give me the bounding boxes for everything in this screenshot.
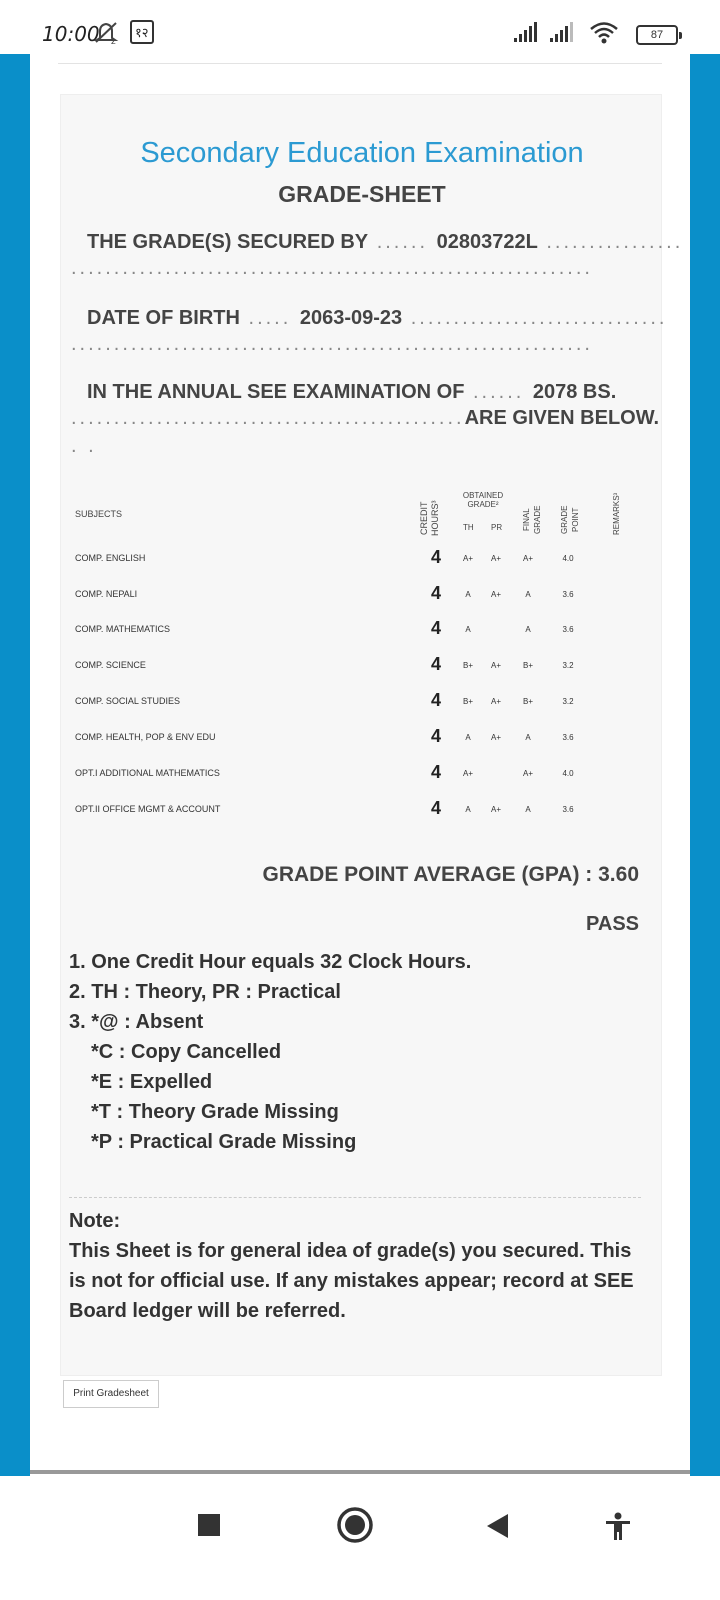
accessibility-icon[interactable] <box>604 1512 632 1547</box>
credit-hours: 4 <box>431 654 442 674</box>
grade-pr: A+ <box>490 554 501 563</box>
header-obtained: OBTAINED GRADE² <box>462 491 504 509</box>
sheet-title: GRADE-SHEET <box>278 181 446 207</box>
legend <box>69 947 471 1157</box>
grade-th: A <box>465 805 471 814</box>
grade-pr: A+ <box>490 661 501 670</box>
notifications-muted-icon <box>92 20 122 51</box>
grade-point: 3.6 <box>562 590 574 599</box>
credit-hours: 4 <box>431 583 442 603</box>
grade-th: A <box>465 590 471 599</box>
gpa: GRADE POINT AVERAGE (GPA) : 3.60 <box>262 863 639 886</box>
svg-text:z: z <box>111 37 116 47</box>
legend-item: *C : Copy Cancelled <box>91 1041 282 1063</box>
exam-line: IN THE ANNUAL SEE EXAMINATION OF ...... 2078 BS. <box>87 381 617 403</box>
exam-year: 2078 BS <box>532 381 611 403</box>
dob-label: DATE OF BIRTH <box>87 307 240 329</box>
print-gradesheet-button[interactable]: Print Gradesheet <box>63 1380 159 1408</box>
grade-th: A <box>465 733 471 742</box>
frame-right <box>690 54 720 1502</box>
table-row <box>75 549 635 571</box>
grade-point: 3.6 <box>562 805 574 814</box>
grade-pr: A+ <box>490 697 501 706</box>
note-title: Note: <box>69 1210 121 1232</box>
symbol-number: 02803722L <box>436 231 538 253</box>
back-icon[interactable] <box>484 1512 510 1545</box>
grade-point: 3.6 <box>562 625 574 634</box>
header-pr: PR <box>491 523 503 532</box>
grade-point: 3.2 <box>562 697 574 706</box>
recent-apps-icon[interactable] <box>196 1512 222 1543</box>
table-row <box>75 800 635 822</box>
subject: OPT.II OFFICE MGMT & ACCOUNT <box>75 804 221 814</box>
credit-hours: 4 <box>431 690 442 710</box>
exam-label: IN THE ANNUAL SEE EXAMINATION OF <box>87 381 465 403</box>
table-row <box>75 728 635 750</box>
navigation-bar <box>0 1476 720 1600</box>
header-final: FINAL GRADE <box>522 505 542 535</box>
final-grade: A <box>525 805 531 814</box>
web-page[interactable] <box>30 54 690 1502</box>
legend-item: 1. One Credit Hour equals 32 Clock Hours. <box>69 951 472 973</box>
header-point: GRADE POINT <box>560 505 580 535</box>
exam-title: Secondary Education Examination <box>140 137 584 169</box>
subject: COMP. HEALTH, POP & ENV EDU <box>75 732 216 742</box>
credit-hours: 4 <box>431 762 442 782</box>
signal-2-icon <box>548 20 578 51</box>
given-below-line: ..............................................ARE GIVEN BELOW. <box>71 407 660 429</box>
legend-item: *P : Practical Grade Missing <box>91 1131 357 1153</box>
grade-sheet <box>60 94 684 1376</box>
table-row <box>75 692 635 714</box>
table-row <box>75 764 635 786</box>
status-time: 10:00 <box>42 22 100 46</box>
subject: COMP. SCIENCE <box>75 660 146 670</box>
status-bar <box>0 0 720 60</box>
given-below: ARE GIVEN BELOW <box>464 407 654 429</box>
table-row <box>75 620 635 642</box>
final-grade: B+ <box>522 661 533 670</box>
final-grade: A <box>525 590 531 599</box>
frame-left <box>0 54 30 1502</box>
header-subjects: SUBJECTS <box>75 509 123 519</box>
given-below-line-cont: . . <box>71 435 97 457</box>
grade-th: A+ <box>462 554 473 563</box>
dob-line-cont: ............................................................. <box>71 333 593 355</box>
wifi-icon <box>588 20 622 51</box>
final-grade: B+ <box>522 697 533 706</box>
legend-item: 2. TH : Theory, PR : Practical <box>69 981 341 1003</box>
grade-th: B+ <box>462 697 473 706</box>
grade-th: A <box>465 625 471 634</box>
credit-hours: 4 <box>431 726 442 746</box>
grade-th: A+ <box>462 769 473 778</box>
legend-item: *T : Theory Grade Missing <box>91 1101 339 1123</box>
grade-point: 4.0 <box>562 554 574 563</box>
bottom-divider <box>30 1470 690 1474</box>
credit-hours: 4 <box>431 547 442 567</box>
subject: COMP. SOCIAL STUDIES <box>75 696 181 706</box>
battery-indicator: 87 <box>636 25 678 45</box>
previous-section-edge <box>58 54 662 64</box>
note-text: This Sheet is for general idea of grade(s) you secured. This is not for official use. If any mistakes appear; record at SEE Board ledger will be referred. <box>69 1240 634 1322</box>
grade-point: 4.0 <box>562 769 574 778</box>
secured-by-line: THE GRADE(S) SECURED BY ...... 02803722L ................ <box>87 231 684 253</box>
header-th: TH <box>463 523 474 532</box>
table-row <box>75 585 635 607</box>
final-grade: A <box>525 625 531 634</box>
final-grade: A <box>525 733 531 742</box>
secured-by-label: THE GRADE(S) SECURED BY <box>87 231 369 253</box>
credit-hours: 4 <box>431 798 442 818</box>
dob-line: DATE OF BIRTH ..... 2063-09-23 .............................. <box>87 307 668 329</box>
sim-badge: १२ <box>130 20 154 44</box>
grade-pr: A+ <box>490 805 501 814</box>
result-status: PASS <box>586 913 639 935</box>
header-remarks: REMARKS³ <box>612 492 621 536</box>
legend-item: 3. *@ : Absent <box>69 1011 204 1033</box>
grade-pr: A+ <box>490 590 501 599</box>
signal-1-icon <box>512 20 542 51</box>
home-icon[interactable] <box>336 1506 374 1549</box>
dob-value: 2063-09-23 <box>299 307 403 329</box>
credit-hours: 4 <box>431 618 442 638</box>
subject: COMP. NEPALI <box>75 589 138 599</box>
grade-point: 3.6 <box>562 733 574 742</box>
final-grade: A+ <box>522 554 533 563</box>
final-grade: A+ <box>522 769 533 778</box>
legend-item: *E : Expelled <box>91 1071 213 1093</box>
subject: COMP. MATHEMATICS <box>75 624 171 634</box>
header-credit: CREDIT HOURS³ <box>419 500 440 536</box>
grade-th: B+ <box>462 661 473 670</box>
note-box <box>69 1197 641 1326</box>
grade-point: 3.2 <box>562 661 574 670</box>
subject: OPT.I ADDITIONAL MATHEMATICS <box>75 768 220 778</box>
table-row <box>75 656 635 678</box>
grade-pr: A+ <box>490 733 501 742</box>
subject: COMP. ENGLISH <box>75 553 146 563</box>
secured-by-line-cont: ............................................................. <box>71 257 593 279</box>
